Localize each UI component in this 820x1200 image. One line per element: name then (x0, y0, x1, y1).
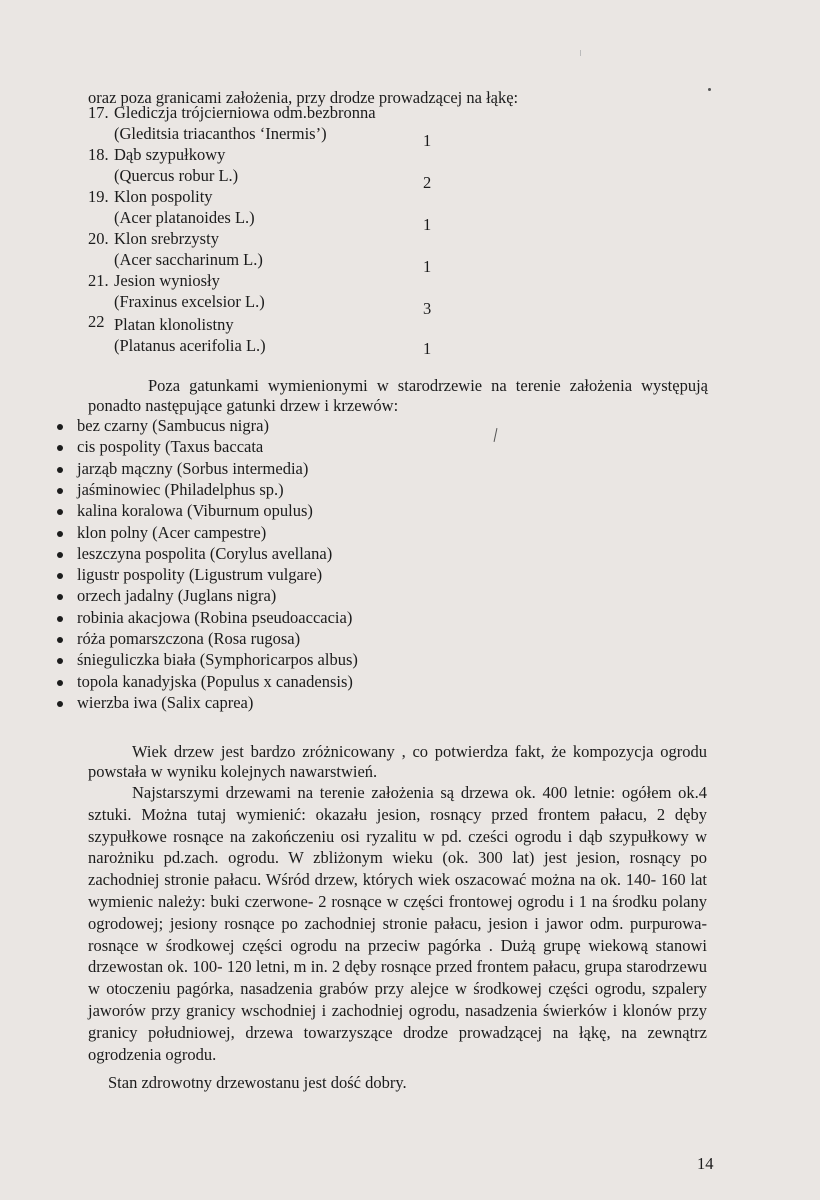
tree-quantity: 1 (423, 131, 432, 150)
bullet-icon (57, 445, 63, 451)
bullet-icon (57, 658, 63, 664)
species-item: jaśminowiec (Philadelphus sp.) (77, 479, 284, 499)
para1-line-1: Poza gatunkami wymienionymi w starodrzewie na terenie założenia występują (148, 376, 708, 395)
tree-name: Jesion wyniosły (114, 271, 220, 290)
para4: Stan zdrowotny drzewostanu jest dość dobry. (108, 1073, 407, 1092)
tree-number: 21. (88, 271, 109, 290)
tree-quantity: 1 (423, 215, 432, 234)
para3-line: Najstarszymi drzewami na terenie założenia są drzewa ok. 400 letnie: ogółem ok.4 (132, 783, 707, 802)
para3-line: ogrodowej; jesiony rosnące po zachodniej stronie pałacu, jesion i jawor odm. purpurowa- (88, 913, 707, 933)
bullet-icon (57, 573, 63, 579)
bullet-icon (57, 552, 63, 558)
bullet-icon (57, 467, 63, 473)
bullet-icon (57, 616, 63, 622)
para3-line: w otoczeniu pagórka, nasadzenia grabów przy alejce w środkowej części ogrodu, szpalery (88, 979, 707, 999)
tree-latin-name: (Gleditsia triacanthos ‘Inermis’) (114, 124, 327, 143)
para2-line-1: Wiek drzew jest bardzo zróżnicowany , co potwierdza fakt, że kompozycja ogrodu (132, 742, 707, 761)
tree-name: Klon srebrzysty (114, 229, 219, 248)
para3-line: rosnące w środkowej części ogrodu na przeciw pagórka . Dużą grupę wiekową stanowi (88, 935, 707, 955)
tree-number: 19. (88, 187, 109, 206)
para1-line-2: ponadto następujące gatunki drzew i krzewów: (88, 396, 399, 415)
tree-quantity: 1 (423, 339, 432, 358)
scan-mark (580, 50, 581, 56)
species-item: topola kanadyjska (Populus x canadensis) (77, 671, 353, 691)
tree-number: 17. (88, 103, 109, 122)
species-item: leszczyna pospolita (Corylus avellana) (77, 543, 333, 563)
para3-line: ogrodzenia ogrodu. (88, 1044, 217, 1064)
para3-line: drzewostan ok. 100- 120 letni, m in. 2 dęby rosnące przed frontem pałacu, grupa starodrzewu (88, 957, 707, 977)
bullet-icon (57, 488, 63, 494)
para3-line: granicy południowej, drzewa towarzyszące drodze prowadzącej na łąkę, na zewnątrz (88, 1022, 707, 1042)
species-item: orzech jadalny (Juglans nigra) (77, 586, 277, 606)
species-item: ligustr pospolity (Ligustrum vulgare) (77, 565, 323, 585)
tree-latin-name: (Acer saccharinum L.) (114, 250, 263, 269)
species-item: wierzba iwa (Salix caprea) (77, 692, 254, 712)
para3-line: wymienic należy: buki czerwone- 2 rosnące w części frontowej ogrodu i 1 na środku polany (88, 892, 707, 911)
para3-line: jaworów przy granicy wschodniej i zachodniej ogrodu, nasadzenia świerków i klonów przy (88, 1001, 707, 1020)
page-number: 14 (697, 1154, 714, 1173)
bullet-icon (57, 680, 63, 686)
species-item: bez czarny (Sambucus nigra) (77, 416, 269, 435)
tree-number: 22 (88, 312, 105, 331)
tree-quantity: 2 (423, 173, 432, 192)
species-item: kalina koralowa (Viburnum opulus) (77, 501, 313, 521)
bullet-icon (57, 531, 63, 537)
tree-quantity: 3 (423, 299, 432, 318)
para3-line: sztuki. Można tutaj wymienić: okazału jesion, rosnący przed frontem pałacu, 2 dęby (88, 804, 707, 824)
bullet-icon (57, 424, 63, 430)
para3-line: szypułkowe rosnące na zakończeniu osi ryzalitu w pd. cześci ogrodu i dąb szypułkowy w (88, 826, 707, 846)
para2-line-2: powstała w wyniku kolejnych nawarstwień. (88, 762, 378, 781)
species-item: cis pospolity (Taxus baccata (77, 437, 264, 457)
tree-number: 20. (88, 229, 109, 248)
species-item: śnieguliczka biała (Symphoricarpos albus) (77, 650, 358, 670)
tree-name: Dąb szypułkowy (114, 145, 226, 164)
species-item: jarząb mączny (Sorbus intermedia) (77, 458, 309, 478)
para3-line: narożniku pd.zach. ogrodu. W zbliżonym wieku (ok. 300 lat) jest jesion, rosnący po (88, 848, 707, 868)
tree-latin-name: (Quercus robur L.) (114, 166, 239, 185)
bullet-icon (57, 594, 63, 600)
scan-mark (494, 428, 498, 442)
species-item: robinia akacjowa (Robina pseudoaccacia) (77, 607, 353, 627)
tree-quantity: 1 (423, 257, 432, 276)
tree-latin-name: (Acer platanoides L.) (114, 208, 255, 227)
tree-latin-name: (Fraxinus excelsior L.) (114, 292, 265, 311)
intro-line: oraz poza granicami założenia, przy drodze prowadzącej na łąkę: (88, 88, 519, 107)
tree-name: Glediczja trójcierniowa odm.bezbronna (114, 103, 376, 122)
tree-name: Platan klonolistny (114, 315, 234, 334)
tree-name: Klon pospolity (114, 187, 213, 206)
bullet-icon (57, 701, 63, 707)
species-item: klon polny (Acer campestre) (77, 522, 267, 542)
para3-line: zachodniej stronie pałacu. Wśród drzew, których wiek oszacować można na ok. 140- 160 lat (88, 870, 707, 890)
tree-latin-name: (Platanus acerifolia L.) (114, 336, 266, 355)
bullet-icon (57, 637, 63, 643)
species-item: róża pomarszczona (Rosa rugosa) (77, 629, 301, 648)
tree-number: 18. (88, 145, 109, 164)
scan-mark (708, 88, 711, 91)
bullet-icon (57, 509, 63, 515)
